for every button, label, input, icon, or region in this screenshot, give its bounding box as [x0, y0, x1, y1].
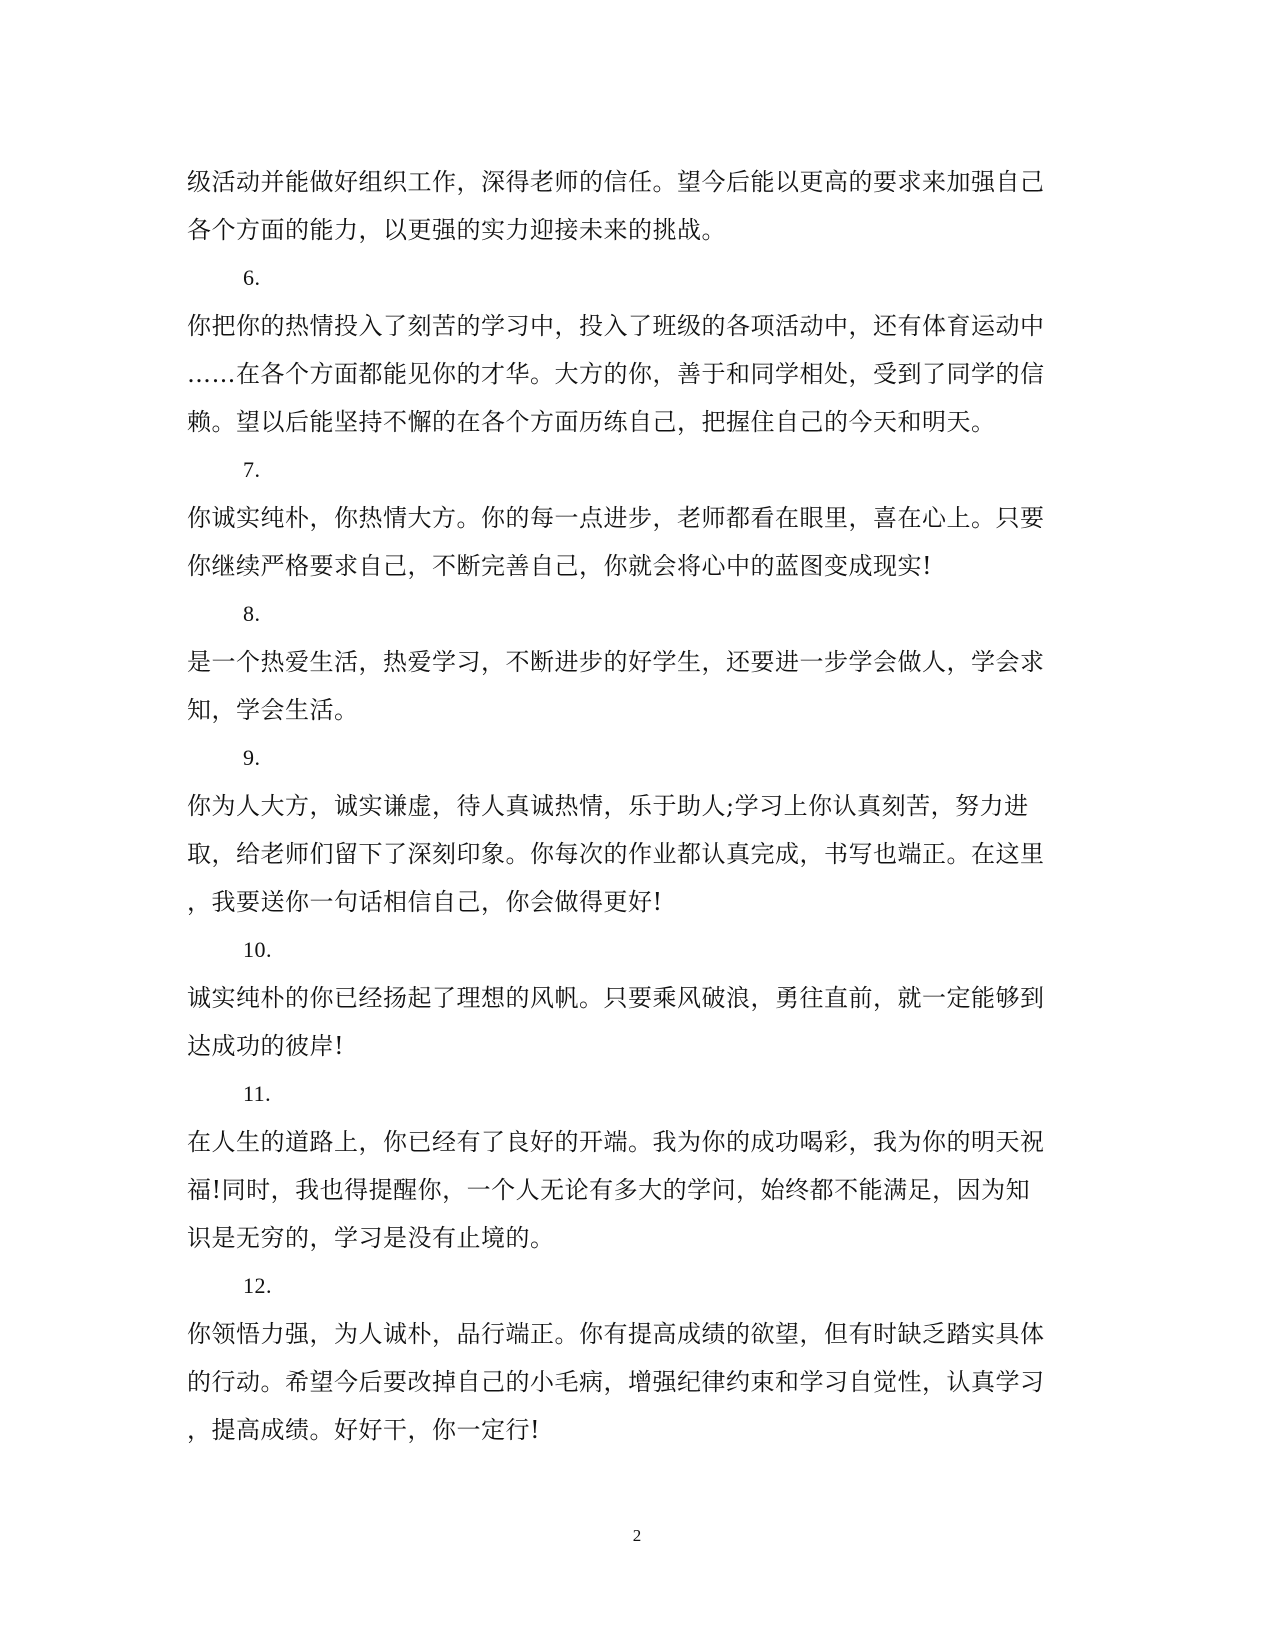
- text-line: 在人生的道路上，你已经有了良好的开端。我为你的成功喝彩，我为你的明天祝: [187, 1128, 1045, 1156]
- text-line: 你为人大方，诚实谦虚，待人真诚热情，乐于助人;学习上你认真刻苦，努力进: [187, 792, 1029, 820]
- text-line: 各个方面的能力，以更强的实力迎接未来的挑战。: [187, 216, 726, 244]
- text-line: 达成功的彼岸!: [187, 1032, 345, 1060]
- text-line: 是一个热爱生活，热爱学习，不断进步的好学生，还要进一步学会做人，学会求: [187, 648, 1045, 676]
- text-line: 级活动并能做好组织工作，深得老师的信任。望今后能以更高的要求来加强自己: [187, 168, 1045, 196]
- text-line: 识是无穷的，学习是没有止境的。: [187, 1224, 555, 1252]
- text-line: 取，给老师们留下了深刻印象。你每次的作业都认真完成，书写也端正。在这里: [187, 840, 1045, 868]
- item-number: 11.: [243, 1081, 272, 1106]
- text-line: 你领悟力强，为人诚朴，品行端正。你有提高成绩的欲望，但有时缺乏踏实具体: [187, 1320, 1045, 1348]
- item-number: 10.: [243, 937, 272, 962]
- text-line: 知，学会生活。: [187, 696, 359, 724]
- item-number: 7.: [243, 457, 261, 482]
- text-line: ……在各个方面都能见你的才华。大方的你，善于和同学相处，受到了同学的信: [187, 360, 1045, 388]
- text-line: 你把你的热情投入了刻苦的学习中，投入了班级的各项活动中，还有体育运动中: [187, 312, 1045, 340]
- text-line: 你诚实纯朴，你热情大方。你的每一点进步，老师都看在眼里，喜在心上。只要: [187, 504, 1045, 532]
- text-line: 诚实纯朴的你已经扬起了理想的风帆。只要乘风破浪，勇往直前，就一定能够到: [187, 984, 1045, 1012]
- item-number: 6.: [243, 265, 261, 290]
- text-line: ，我要送你一句话相信自己，你会做得更好!: [187, 888, 663, 916]
- text-line: 你继续严格要求自己，不断完善自己，你就会将心中的蓝图变成现实!: [187, 552, 933, 580]
- text-line: ，提高成绩。好好干，你一定行!: [187, 1416, 541, 1444]
- document-body: [187, 158, 1067, 1454]
- text-line: 赖。望以后能坚持不懈的在各个方面历练自己，把握住自己的今天和明天。: [187, 408, 996, 436]
- item-number: 9.: [243, 745, 261, 770]
- text-line: 福!同时，我也得提醒你，一个人无论有多大的学问，始终都不能满足，因为知: [187, 1176, 1031, 1204]
- page-number: 2: [632, 1526, 642, 1545]
- item-number: 8.: [243, 601, 261, 626]
- item-number: 12.: [243, 1273, 272, 1298]
- text-line: 的行动。希望今后要改掉自己的小毛病，增强纪律约束和学习自觉性，认真学习: [187, 1368, 1045, 1396]
